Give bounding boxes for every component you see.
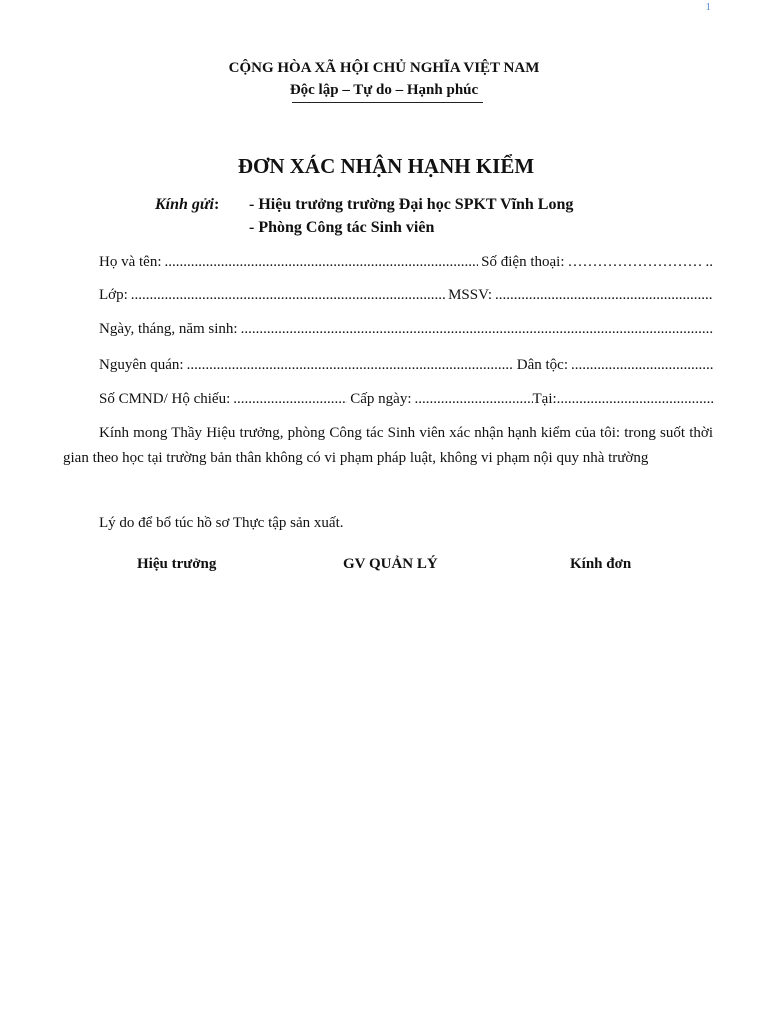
issue-place-label: Tại: bbox=[532, 391, 557, 407]
signature-principal: Hiệu trưởng bbox=[137, 556, 217, 572]
phone-tail: .. bbox=[705, 254, 713, 270]
dob-row bbox=[99, 321, 713, 338]
class-id-row bbox=[99, 287, 713, 304]
id-label: Số CMND/ Hộ chiếu: bbox=[99, 391, 231, 407]
reason-paragraph: Lý do để bổ túc hồ sơ Thực tập sản xuất. bbox=[99, 515, 344, 531]
request-paragraph: Kính mong Thầy Hiệu trưởng, phòng Công tác Sinh viên xác nhận hạnh kiểm của tôi: trong suốt thời gian theo học tại trường bản thân không có vi phạm pháp luật, không vi phạm nội quy nhà trường bbox=[63, 425, 713, 466]
issue-date-label: Cấp ngày: bbox=[350, 391, 412, 407]
name-label: Họ và tên: bbox=[99, 254, 162, 270]
class-label: Lớp: bbox=[99, 287, 128, 303]
issue-date-blank[interactable] bbox=[415, 391, 533, 408]
hometown-blank[interactable] bbox=[187, 357, 514, 374]
ethnicity-label: Dân tộc: bbox=[516, 357, 568, 373]
dob-blank[interactable] bbox=[241, 321, 713, 338]
recipient-label bbox=[155, 196, 219, 214]
document-title: ĐƠN XÁC NHẬN HẠNH KIỂM bbox=[237, 154, 535, 178]
recipient-label-colon: : bbox=[213, 196, 220, 213]
id-blank[interactable] bbox=[233, 391, 347, 408]
name-blank[interactable] bbox=[164, 254, 478, 271]
page-number: 1 bbox=[705, 1, 711, 13]
national-motto: Độc lập – Tự do – Hạnh phúc bbox=[289, 82, 479, 98]
class-blank[interactable] bbox=[131, 287, 445, 304]
recipient-principal: - Hiệu trưởng trường Đại học SPKT Vĩnh Long bbox=[249, 196, 574, 213]
signature-applicant: Kính đơn bbox=[570, 556, 632, 572]
issue-place-blank[interactable] bbox=[557, 391, 713, 408]
national-title: CỘNG HÒA XÃ HỘI CHỦ NGHĨA VIỆT NAM bbox=[228, 60, 540, 76]
id-card-row bbox=[99, 391, 713, 408]
motto-underline bbox=[292, 102, 483, 103]
recipient-student-affairs: - Phòng Công tác Sinh viên bbox=[249, 219, 435, 236]
phone-blank[interactable] bbox=[568, 254, 703, 271]
signature-advisor: GV QUẢN LÝ bbox=[343, 556, 438, 572]
recipient-label-text: Kính gửi bbox=[155, 196, 214, 213]
ethnicity-blank[interactable] bbox=[571, 357, 713, 374]
student-id-blank[interactable] bbox=[495, 287, 713, 304]
hometown-label: Nguyên quán: bbox=[99, 357, 184, 373]
name-phone-row bbox=[99, 254, 713, 271]
dob-label: Ngày, tháng, năm sinh: bbox=[99, 321, 238, 337]
hometown-ethnicity-row bbox=[99, 357, 713, 374]
student-id-label: MSSV: bbox=[448, 287, 492, 303]
phone-label: Số điện thoại: bbox=[481, 254, 565, 270]
